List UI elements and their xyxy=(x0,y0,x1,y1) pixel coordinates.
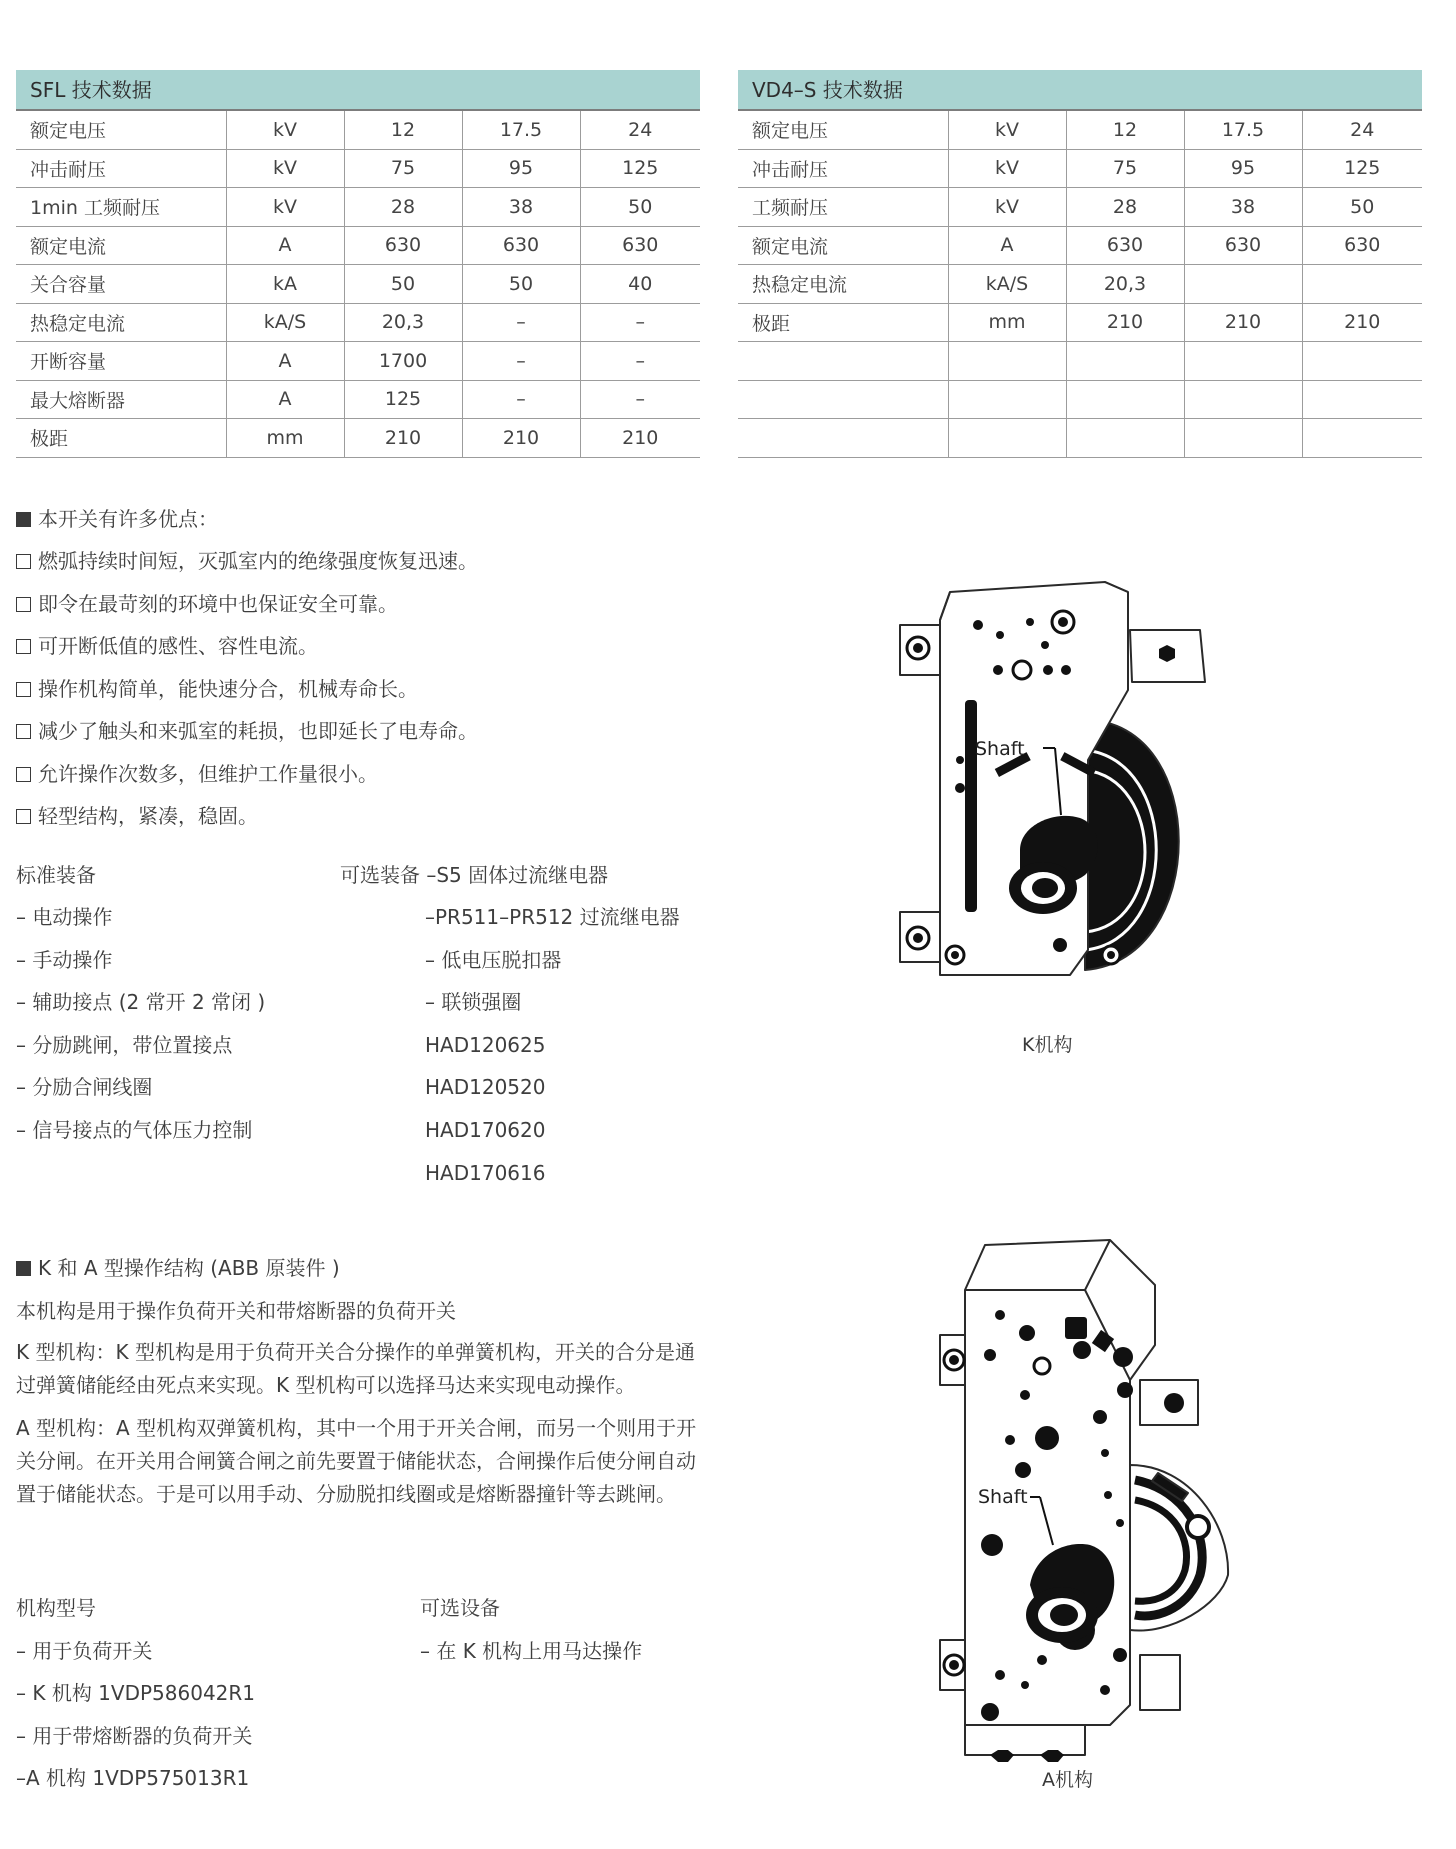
table-cell: 极距 xyxy=(16,419,226,458)
table-cell: kV xyxy=(226,188,344,227)
table-cell xyxy=(738,342,948,381)
table-cell: 12 xyxy=(1066,111,1184,149)
list-item: 操作机构简单，能快速分合，机械寿命长。 xyxy=(16,676,418,702)
table-cell: 95 xyxy=(1184,149,1302,188)
table-cell: 50 xyxy=(580,188,700,227)
table-row xyxy=(738,111,1422,149)
table-cell: kV xyxy=(948,188,1066,227)
option-item: – 在 K 机构上用马达操作 xyxy=(420,1639,643,1663)
list-item: 允许操作次数多，但维护工作量很小。 xyxy=(16,761,378,787)
table-cell: 28 xyxy=(344,188,462,227)
table-cell: mm xyxy=(948,303,1066,342)
table-cell: 17.5 xyxy=(1184,111,1302,149)
table-cell: 630 xyxy=(1066,226,1184,265)
checkbox-square-icon xyxy=(16,724,31,739)
table-row xyxy=(738,380,1422,419)
table-cell xyxy=(1066,342,1184,381)
checkbox-square-icon xyxy=(16,554,31,569)
table-cell: A xyxy=(226,226,344,265)
table-cell: 50 xyxy=(344,265,462,304)
standard-item: – 分励合闸线圈 xyxy=(16,1075,153,1099)
filled-square-icon xyxy=(16,1261,31,1276)
table-row xyxy=(738,188,1422,227)
k-mechanism-figure xyxy=(880,570,1240,1025)
table-row xyxy=(16,226,700,265)
advantages-heading: 本开关有许多优点： xyxy=(16,506,218,532)
vd4-spec-table xyxy=(738,70,1422,458)
table-cell xyxy=(738,380,948,419)
table-row xyxy=(16,380,700,419)
optional-item: HAD120625 xyxy=(425,1033,546,1057)
optional-item: HAD170620 xyxy=(425,1118,546,1142)
table-cell: 24 xyxy=(1302,111,1422,149)
table-cell: 热稳定电流 xyxy=(16,303,226,342)
table-cell: 210 xyxy=(1066,303,1184,342)
table-cell: 额定电压 xyxy=(738,111,948,149)
table-cell: 额定电流 xyxy=(16,226,226,265)
table-cell: 50 xyxy=(1302,188,1422,227)
checkbox-square-icon xyxy=(16,809,31,824)
table-cell: 17.5 xyxy=(462,111,580,149)
table-cell: – xyxy=(462,380,580,419)
table-cell xyxy=(1302,419,1422,458)
model-item: – K 机构 1VDP586042R1 xyxy=(16,1681,256,1705)
table-cell: kV xyxy=(948,149,1066,188)
table-cell: 95 xyxy=(462,149,580,188)
table-cell: – xyxy=(462,342,580,381)
table-cell xyxy=(1302,265,1422,304)
slot-bar xyxy=(965,700,977,912)
table-cell: kV xyxy=(948,111,1066,149)
table-row xyxy=(16,419,700,458)
checkbox-square-icon xyxy=(16,639,31,654)
optional-item: – 联锁强圈 xyxy=(425,990,522,1014)
table-cell: – xyxy=(462,303,580,342)
table-row xyxy=(738,149,1422,188)
checkbox-square-icon xyxy=(16,767,31,782)
k-mechanism-paragraph: K 型机构：K 型机构是用于负荷开关合分操作的单弹簧机构，开关的合分是通过弹簧储能经由死点来实现。K 型机构可以选择马达来实现电动操作。 xyxy=(16,1340,695,1397)
table-row xyxy=(16,265,700,304)
table-cell: 210 xyxy=(462,419,580,458)
table-cell: 40 xyxy=(580,265,700,304)
table-cell: 125 xyxy=(1302,149,1422,188)
table-cell xyxy=(1184,419,1302,458)
table-cell: 极距 xyxy=(738,303,948,342)
table-cell xyxy=(1066,419,1184,458)
table-cell: – xyxy=(580,303,700,342)
table-cell xyxy=(1184,342,1302,381)
model-item: – 用于带熔断器的负荷开关 xyxy=(16,1724,253,1748)
standard-item: – 辅助接点 (2 常开 2 常闭 ) xyxy=(16,990,266,1014)
table-cell: 开断容量 xyxy=(16,342,226,381)
table-cell: kA/S xyxy=(226,303,344,342)
table-cell: 28 xyxy=(1066,188,1184,227)
table-cell: kV xyxy=(226,149,344,188)
optional-equipment-heading: 可选装备 –S5 固体过流继电器 xyxy=(340,863,609,887)
mechanism-heading: K 和 A 型操作结构 (ABB 原装件 ) xyxy=(16,1255,340,1281)
table-cell: 额定电流 xyxy=(738,226,948,265)
a-mechanism-paragraph: A 型机构：A 型机构双弹簧机构，其中一个用于开关合闸，而另一个则用于开关分闸。在开关用合闸簧合闸之前先要置于储能状态，合闸操作后使分闸自动置于储能状态。于是可以用手动、分励脱扣线圈或是熔断器撞针等去跳闸。 xyxy=(16,1416,697,1506)
table-cell xyxy=(948,342,1066,381)
table-cell: – xyxy=(580,380,700,419)
list-item: 减少了触头和来弧室的耗损，也即延长了电寿命。 xyxy=(16,718,478,744)
table-row xyxy=(738,342,1422,381)
optional-item: – 低电压脱扣器 xyxy=(425,948,562,972)
table-cell xyxy=(738,419,948,458)
checkbox-square-icon xyxy=(16,597,31,612)
filled-square-icon xyxy=(16,512,31,527)
optional-item: HAD170616 xyxy=(425,1161,546,1185)
model-item: – 用于负荷开关 xyxy=(16,1639,153,1663)
table-cell: 1min 工频耐压 xyxy=(16,188,226,227)
table-cell: 630 xyxy=(462,226,580,265)
table-cell: 冲击耐压 xyxy=(16,149,226,188)
table-row xyxy=(16,342,700,381)
sfl-table-title: SFL 技术数据 xyxy=(16,70,700,111)
table-cell: 工频耐压 xyxy=(738,188,948,227)
a-shaft-label: Shaft xyxy=(978,1486,1028,1508)
table-cell: 630 xyxy=(344,226,462,265)
table-cell xyxy=(1302,380,1422,419)
table-row xyxy=(738,226,1422,265)
table-cell: 38 xyxy=(1184,188,1302,227)
table-cell: 关合容量 xyxy=(16,265,226,304)
table-cell: 冲击耐压 xyxy=(738,149,948,188)
table-cell: 额定电压 xyxy=(16,111,226,149)
table-row xyxy=(16,188,700,227)
model-item: –A 机构 1VDP575013R1 xyxy=(16,1766,250,1790)
table-cell: mm xyxy=(226,419,344,458)
table-cell: A xyxy=(226,342,344,381)
table-cell: 20,3 xyxy=(344,303,462,342)
k-mechanism-caption: K机构 xyxy=(1022,1034,1073,1056)
table-cell xyxy=(1302,342,1422,381)
table-cell: – xyxy=(580,342,700,381)
sfl-spec-table xyxy=(16,70,700,458)
standard-item: – 信号接点的气体压力控制 xyxy=(16,1118,253,1142)
list-item: 即令在最苛刻的环境中也保证安全可靠。 xyxy=(16,591,398,617)
table-cell xyxy=(1184,265,1302,304)
list-item: 轻型结构，紧凑，稳固。 xyxy=(16,803,258,829)
table-cell: 210 xyxy=(580,419,700,458)
standard-equipment-heading: 标准装备 xyxy=(16,863,96,887)
a-mechanism-caption: A机构 xyxy=(1042,1769,1093,1791)
option-heading: 可选设备 xyxy=(420,1596,500,1620)
table-row xyxy=(16,303,700,342)
table-row xyxy=(16,111,700,149)
table-cell: 12 xyxy=(344,111,462,149)
vd4-table-title: VD4–S 技术数据 xyxy=(738,70,1422,111)
a-mechanism-figure xyxy=(930,1235,1275,1765)
table-cell: 最大熔断器 xyxy=(16,380,226,419)
optional-item: HAD120520 xyxy=(425,1075,546,1099)
table-cell: kV xyxy=(226,111,344,149)
table-cell: 125 xyxy=(344,380,462,419)
k-shaft-label: Shaft xyxy=(975,738,1025,760)
table-cell: kA xyxy=(226,265,344,304)
table-cell: 75 xyxy=(344,149,462,188)
table-cell: A xyxy=(226,380,344,419)
table-cell: 热稳定电流 xyxy=(738,265,948,304)
checkbox-square-icon xyxy=(16,682,31,697)
list-item: 燃弧持续时间短，灭弧室内的绝缘强度恢复迅速。 xyxy=(16,548,478,574)
table-cell: 50 xyxy=(462,265,580,304)
table-cell: 20,3 xyxy=(1066,265,1184,304)
table-cell: 630 xyxy=(580,226,700,265)
standard-item: – 分励跳闸，带位置接点 xyxy=(16,1033,233,1057)
table-cell: 630 xyxy=(1302,226,1422,265)
table-cell: 210 xyxy=(344,419,462,458)
model-heading: 机构型号 xyxy=(16,1596,96,1620)
table-cell: 1700 xyxy=(344,342,462,381)
table-cell: 210 xyxy=(1184,303,1302,342)
standard-item: – 电动操作 xyxy=(16,905,113,929)
table-cell: 210 xyxy=(1302,303,1422,342)
table-cell: kA/S xyxy=(948,265,1066,304)
table-cell: 75 xyxy=(1066,149,1184,188)
table-cell: A xyxy=(948,226,1066,265)
table-row xyxy=(16,149,700,188)
table-row xyxy=(738,419,1422,458)
table-cell: 630 xyxy=(1184,226,1302,265)
table-cell xyxy=(1066,380,1184,419)
list-item: 可开断低值的感性、容性电流。 xyxy=(16,633,318,659)
mechanism-intro: 本机构是用于操作负荷开关和带熔断器的负荷开关 xyxy=(16,1299,456,1323)
table-cell: 38 xyxy=(462,188,580,227)
table-cell: 125 xyxy=(580,149,700,188)
optional-item: –PR511–PR512 过流继电器 xyxy=(425,905,680,929)
table-cell: 24 xyxy=(580,111,700,149)
table-row xyxy=(738,303,1422,342)
table-row xyxy=(738,265,1422,304)
table-cell xyxy=(948,380,1066,419)
table-cell xyxy=(948,419,1066,458)
standard-item: – 手动操作 xyxy=(16,948,113,972)
table-cell xyxy=(1184,380,1302,419)
